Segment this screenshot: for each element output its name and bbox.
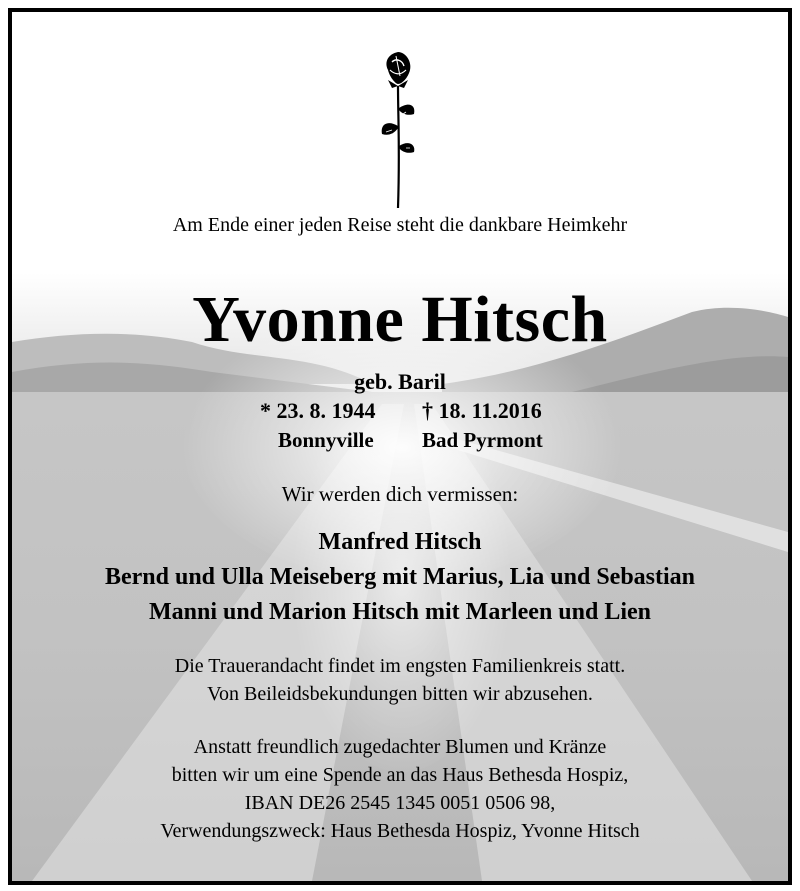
death-place: Bad Pyrmont [422,428,543,452]
donation-info-line: Anstatt freundlich zugedachter Blumen und Kränze [193,736,607,758]
rose-icon [376,48,420,208]
donation-reference: Verwendungszweck: Haus Bethesda Hospiz, Yvonne Hitsch [160,820,640,842]
birth-place: Bonnyville [278,428,374,452]
death-date: † 18. 11.2016 [422,398,542,423]
donation-iban: IBAN DE26 2545 1345 0051 0506 98, [244,792,556,814]
service-info-line: Die Trauerandacht findet im engsten Familienkreis statt. [174,655,626,677]
obituary-notice [8,8,792,885]
birth-name: geb. Baril [354,369,446,394]
mourner-line: Bernd und Ulla Meiseberg mit Marius, Lia und Sebastian [104,564,696,590]
missing-line: Wir werden dich vermissen: [281,482,519,506]
birth-date: * 23. 8. 1944 [260,398,376,423]
donation-info-line: bitten wir um eine Spende an das Haus Bethesda Hospiz, [171,764,629,786]
mourner-line: Manfred Hitsch [318,529,482,555]
motto: Am Ende einer jeden Reise steht die dankbare Heimkehr [172,214,628,236]
service-info-line: Von Beileidsbekundungen bitten wir abzusehen. [207,683,593,705]
deceased-name: Yvonne Hitsch [192,283,608,356]
mourner-line: Manni und Marion Hitsch mit Marleen und Lien [148,599,652,625]
